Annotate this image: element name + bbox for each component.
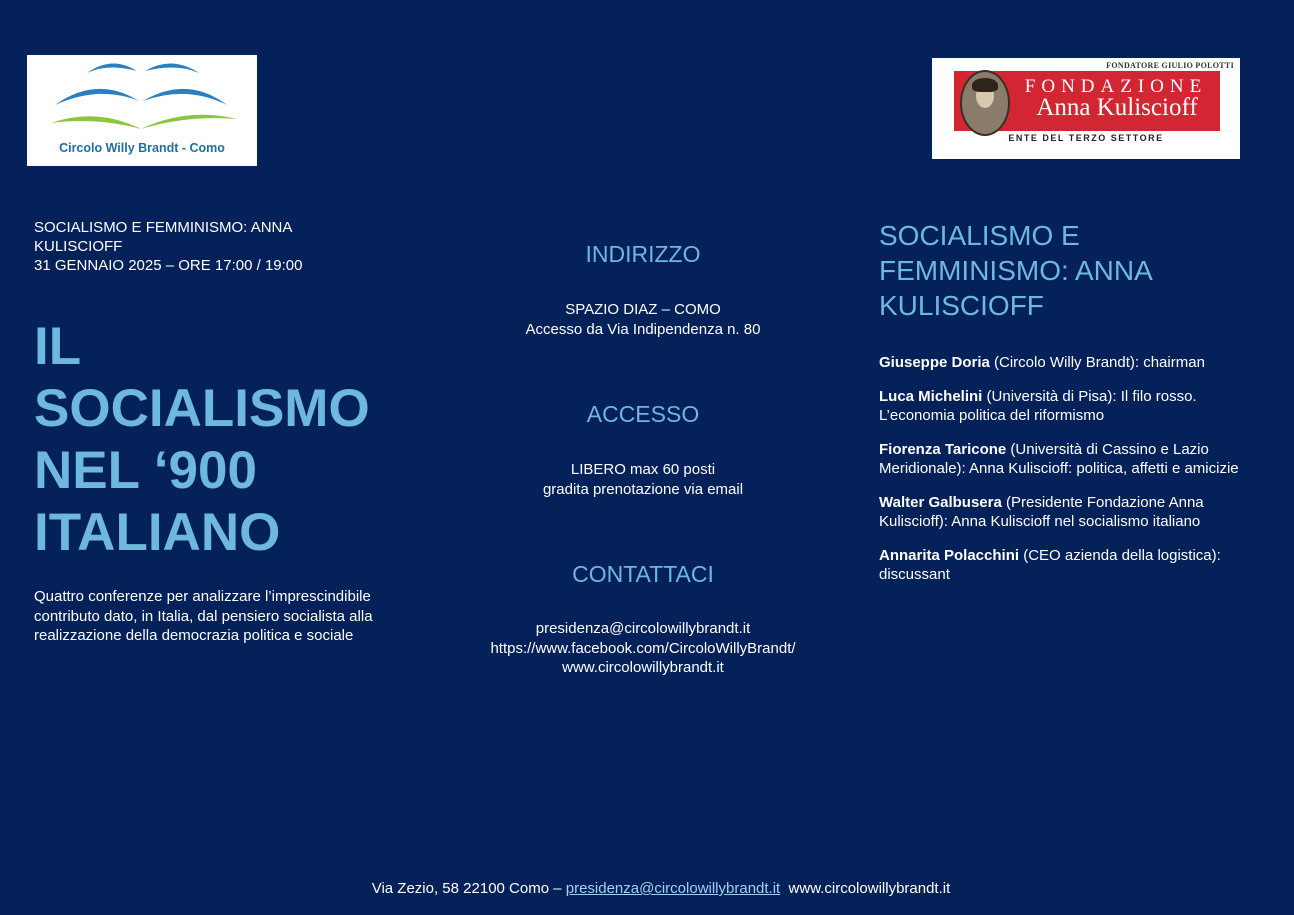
access-line: LIBERO max 60 posti bbox=[570, 461, 716, 478]
birds-book-icon bbox=[27, 55, 257, 141]
event-description: Quattro conferenze per analizzare l’imprescindibile contributo dato, in Italia, dal pensiero socialista alla realizzazione della democrazia politica e sociale bbox=[34, 588, 373, 644]
speaker-detail: (Università di Pisa): Il filo rosso. L’economia politica del riformismo bbox=[879, 387, 1197, 424]
address-line: SPAZIO DIAZ – COMO bbox=[565, 301, 721, 318]
footer-address: Via Zezio, 58 22100 Como – bbox=[371, 880, 566, 897]
speaker-name: Fiorenza Taricone bbox=[879, 440, 1007, 458]
contact-text bbox=[443, 619, 843, 678]
access-line: gradita prenotazione via email bbox=[542, 480, 744, 498]
circolo-logo-text: Circolo Willy Brandt - Como bbox=[59, 141, 225, 155]
speaker-item bbox=[879, 493, 1239, 532]
speaker-item bbox=[879, 546, 1239, 585]
speaker-item bbox=[879, 440, 1239, 479]
portrait-icon bbox=[960, 70, 1010, 136]
speaker-name: Annarita Polacchini bbox=[879, 546, 1020, 564]
title-line: IL bbox=[34, 317, 82, 376]
speaker-item bbox=[879, 353, 1239, 373]
contact-email[interactable]: presidenza@circolowillybrandt.it bbox=[535, 620, 751, 637]
address-line: Accesso da Via Indipendenza n. 80 bbox=[525, 320, 761, 338]
circolo-willy-brandt-logo bbox=[27, 55, 257, 166]
speaker-name: Giuseppe Doria bbox=[879, 354, 990, 371]
contact-website[interactable]: www.circolowillybrandt.it bbox=[562, 659, 724, 676]
title-line: SOCIALISMO bbox=[34, 379, 370, 438]
contact-facebook[interactable]: https://www.facebook.com/CircoloWillyBrandt/ bbox=[490, 639, 796, 657]
event-header bbox=[34, 218, 354, 275]
footer-email-link[interactable]: presidenza@circolowillybrandt.it bbox=[565, 880, 781, 897]
speaker-detail: (Presidente Fondazione Anna Kuliscioff): Anna Kuliscioff nel socialismo italiano bbox=[879, 493, 1204, 530]
footer bbox=[0, 880, 1294, 897]
title-line: ITALIANO bbox=[34, 503, 281, 562]
access-heading: ACCESSO bbox=[586, 401, 700, 427]
logo-word-name: Anna Kuliscioff bbox=[1036, 94, 1198, 121]
title-line: NEL ‘900 bbox=[34, 441, 257, 500]
speaker-detail: (Circolo Willy Brandt): chairman bbox=[989, 354, 1205, 371]
speaker-detail: (Università di Cassino e Lazio Meridionale): Anna Kuliscioff: politica, affetti e amicizie bbox=[879, 440, 1239, 477]
speaker-name: Luca Michelini bbox=[879, 387, 983, 405]
logo-word-fondazione: FONDAZIONE bbox=[1024, 76, 1208, 97]
speaker-item bbox=[879, 387, 1239, 426]
speaker-detail: (CEO azienda della logistica): discussant bbox=[879, 546, 1221, 583]
event-date: 31 GENNAIO 2025 – ORE 17:00 / 19:00 bbox=[34, 257, 303, 274]
speaker-name: Walter Galbusera bbox=[879, 493, 1002, 511]
program-title: SOCIALISMO E FEMMINISMO: ANNA KULISCIOFF bbox=[879, 220, 1152, 321]
address-text bbox=[443, 300, 843, 339]
logo-tagline: ENTE DEL TERZO SETTORE bbox=[1008, 133, 1164, 143]
address-heading: INDIRIZZO bbox=[585, 241, 701, 267]
page-title bbox=[34, 316, 414, 564]
event-subtitle: SOCIALISMO E FEMMINISMO: ANNA KULISCIOFF bbox=[34, 219, 292, 255]
logo-founder-text: FONDATORE GIULIO POLOTTI bbox=[1106, 61, 1234, 70]
contact-heading: CONTATTACI bbox=[572, 561, 714, 587]
footer-website[interactable]: www.circolowillybrandt.it bbox=[780, 880, 951, 897]
fondazione-kuliscioff-logo bbox=[932, 58, 1240, 159]
speaker-list bbox=[879, 353, 1239, 599]
access-text bbox=[443, 460, 843, 499]
